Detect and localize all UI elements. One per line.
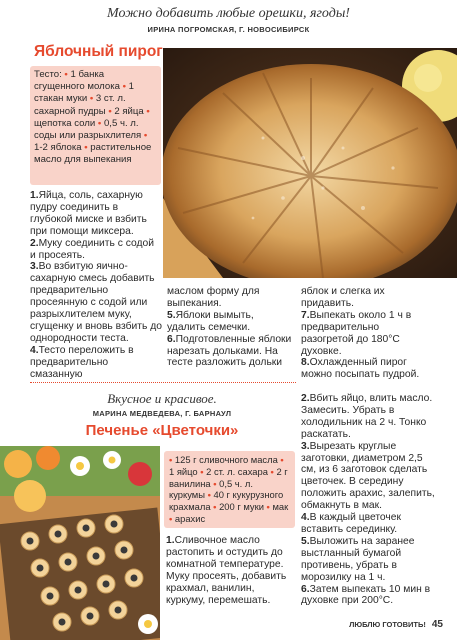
ingredient-item: 1 банка сгущенного молока [34,69,120,93]
cookies-photo [0,446,160,640]
article-tagline: Можно добавить любые орешки, ягоды! [107,6,350,21]
ingredient-item: щепотка соли [34,117,96,129]
ingredient-item: 2 ст. л. сахара [206,465,268,477]
step-item: 2.Муку соединить с содой и просеять. [30,237,154,261]
recipe-title: Яблочный пирог [34,43,163,60]
ingredient-item: 1 стакан муки [34,81,134,105]
steps-column-2 [167,286,294,369]
step-item: 5.Выложить на заранее выстланный бумагой противень, убрать в морозилку на 1 ч. [301,535,415,583]
ingredient-item: 2 яйца [114,105,144,117]
ingredient-item: 0,5 ч. л. соды или разрыхлителя [34,117,142,142]
recipe2-title: Печенье «Цветочки» [85,422,239,439]
pie-photo [163,48,457,278]
ingredients-list-2: • 125 г сливочного масла • 1 яйцо • 2 ст. л. сахара • 2 г ванилина • 0,5 ч. л. куркумы • 40 г кукурузного крахмала • 200 г муки • мак • арахис [169,454,289,524]
step-item: 1.Сливочное масло растопить и остудить до комнатной температуре. Муку просеять, добавить крахмал, ванилин, куркуму, перемешать. [166,535,287,606]
step-item: 3.Во взбитую яично-сахарную смесь добавить предварительно просеянную с содой или разрыхлителем муку, сгущенку и вновь взбить до однородности теста. [30,261,162,344]
step-item: 5.Яблоки вымыть, удалить семечки. [167,309,254,333]
author-byline: ИРИНА ПОГРОМСКАЯ, Г. НОВОСИБИРСК [147,25,310,34]
step-item: 7.Выпекать около 1 ч в предварительно разогретой до 180°C духовке. [301,309,412,357]
ingredient-item: 125 г сливочного масла [174,454,278,465]
steps-column-1 [30,190,162,381]
steps-column-3 [301,286,433,381]
ingredient-item: 200 г муки [219,501,264,513]
step-item: яблок и слегка их придавить. [301,286,385,309]
ingredient-item: 3 ст. л. сахарной пудры [34,93,126,117]
ingredient-item: 0,5 ч. л. куркумы [169,477,253,501]
step-item: 6.Подготовленные яблоки нарезать дольками. На тесте разложить дольки [167,333,292,369]
section-divider [30,382,296,383]
recipe2-author: МАРИНА МЕДВЕДЕВА, Г. БАРНАУЛ [92,409,232,418]
step-item: 2.Вбить яйцо, влить масло. Замесить. Убрать в холодильник на 2 ч. Тонко раскатать. [301,393,433,440]
ingredients-list: Тесто: • 1 банка сгущенного молока • 1 стакан муки • 3 ст. л. сахарной пудры • 2 яйца • щепотка соли • 0,5 ч. л. соды или разрыхлителя • 1-2 яблока • растительное масло для выпекания [34,69,152,166]
step-item: 3.Вырезать круглые заготовки, диаметром 2,5 см, из 6 заготовок сделать цветочек. В середину положить арахис, залепить, обмакнуть в мак. [301,440,435,512]
page-footer [349,619,443,630]
step-item: 6.Затем выпекать 10 мин в духовке при 200°C. [301,583,431,607]
step-item: 1.Яйца, соль, сахарную пудру соединить в глубокой миске и взбить при помощи миксера. [30,190,147,237]
step-item: маслом форму для выпекания. [167,286,260,309]
step-item: 4.В каждый цветочек вставить серединку. [301,512,402,535]
ingredient-item: мак [272,501,289,513]
recipe2-tagline: Вкусное и красивое. [107,391,217,406]
ingredients-box-2 [164,451,295,528]
ingredient-item: 1-2 яблока [34,142,82,154]
page-number: 45 [431,619,443,630]
recipe2-steps-column-2 [301,393,435,607]
step-item: 8.Охлажденный пирог можно посыпать пудрой. [301,357,420,381]
ingredient-item: 40 г кукурузного крахмала [169,489,284,513]
recipe2-steps-column-1 [166,535,296,606]
magazine-name: ЛЮБЛЮ ГОТОВИТЬ! [349,620,426,629]
step-item: 4.Тесто переложить в предварительно смазанную [30,344,134,380]
ingredient-item: растительное масло для выпекания [34,142,152,166]
ingredient-item: 1 яйцо [169,465,198,477]
ingredients-intro: Тесто: [34,69,62,80]
ingredient-item: 2 г ванилина [169,465,288,489]
ingredients-box [30,66,161,185]
ingredient-item: арахис [174,512,206,524]
